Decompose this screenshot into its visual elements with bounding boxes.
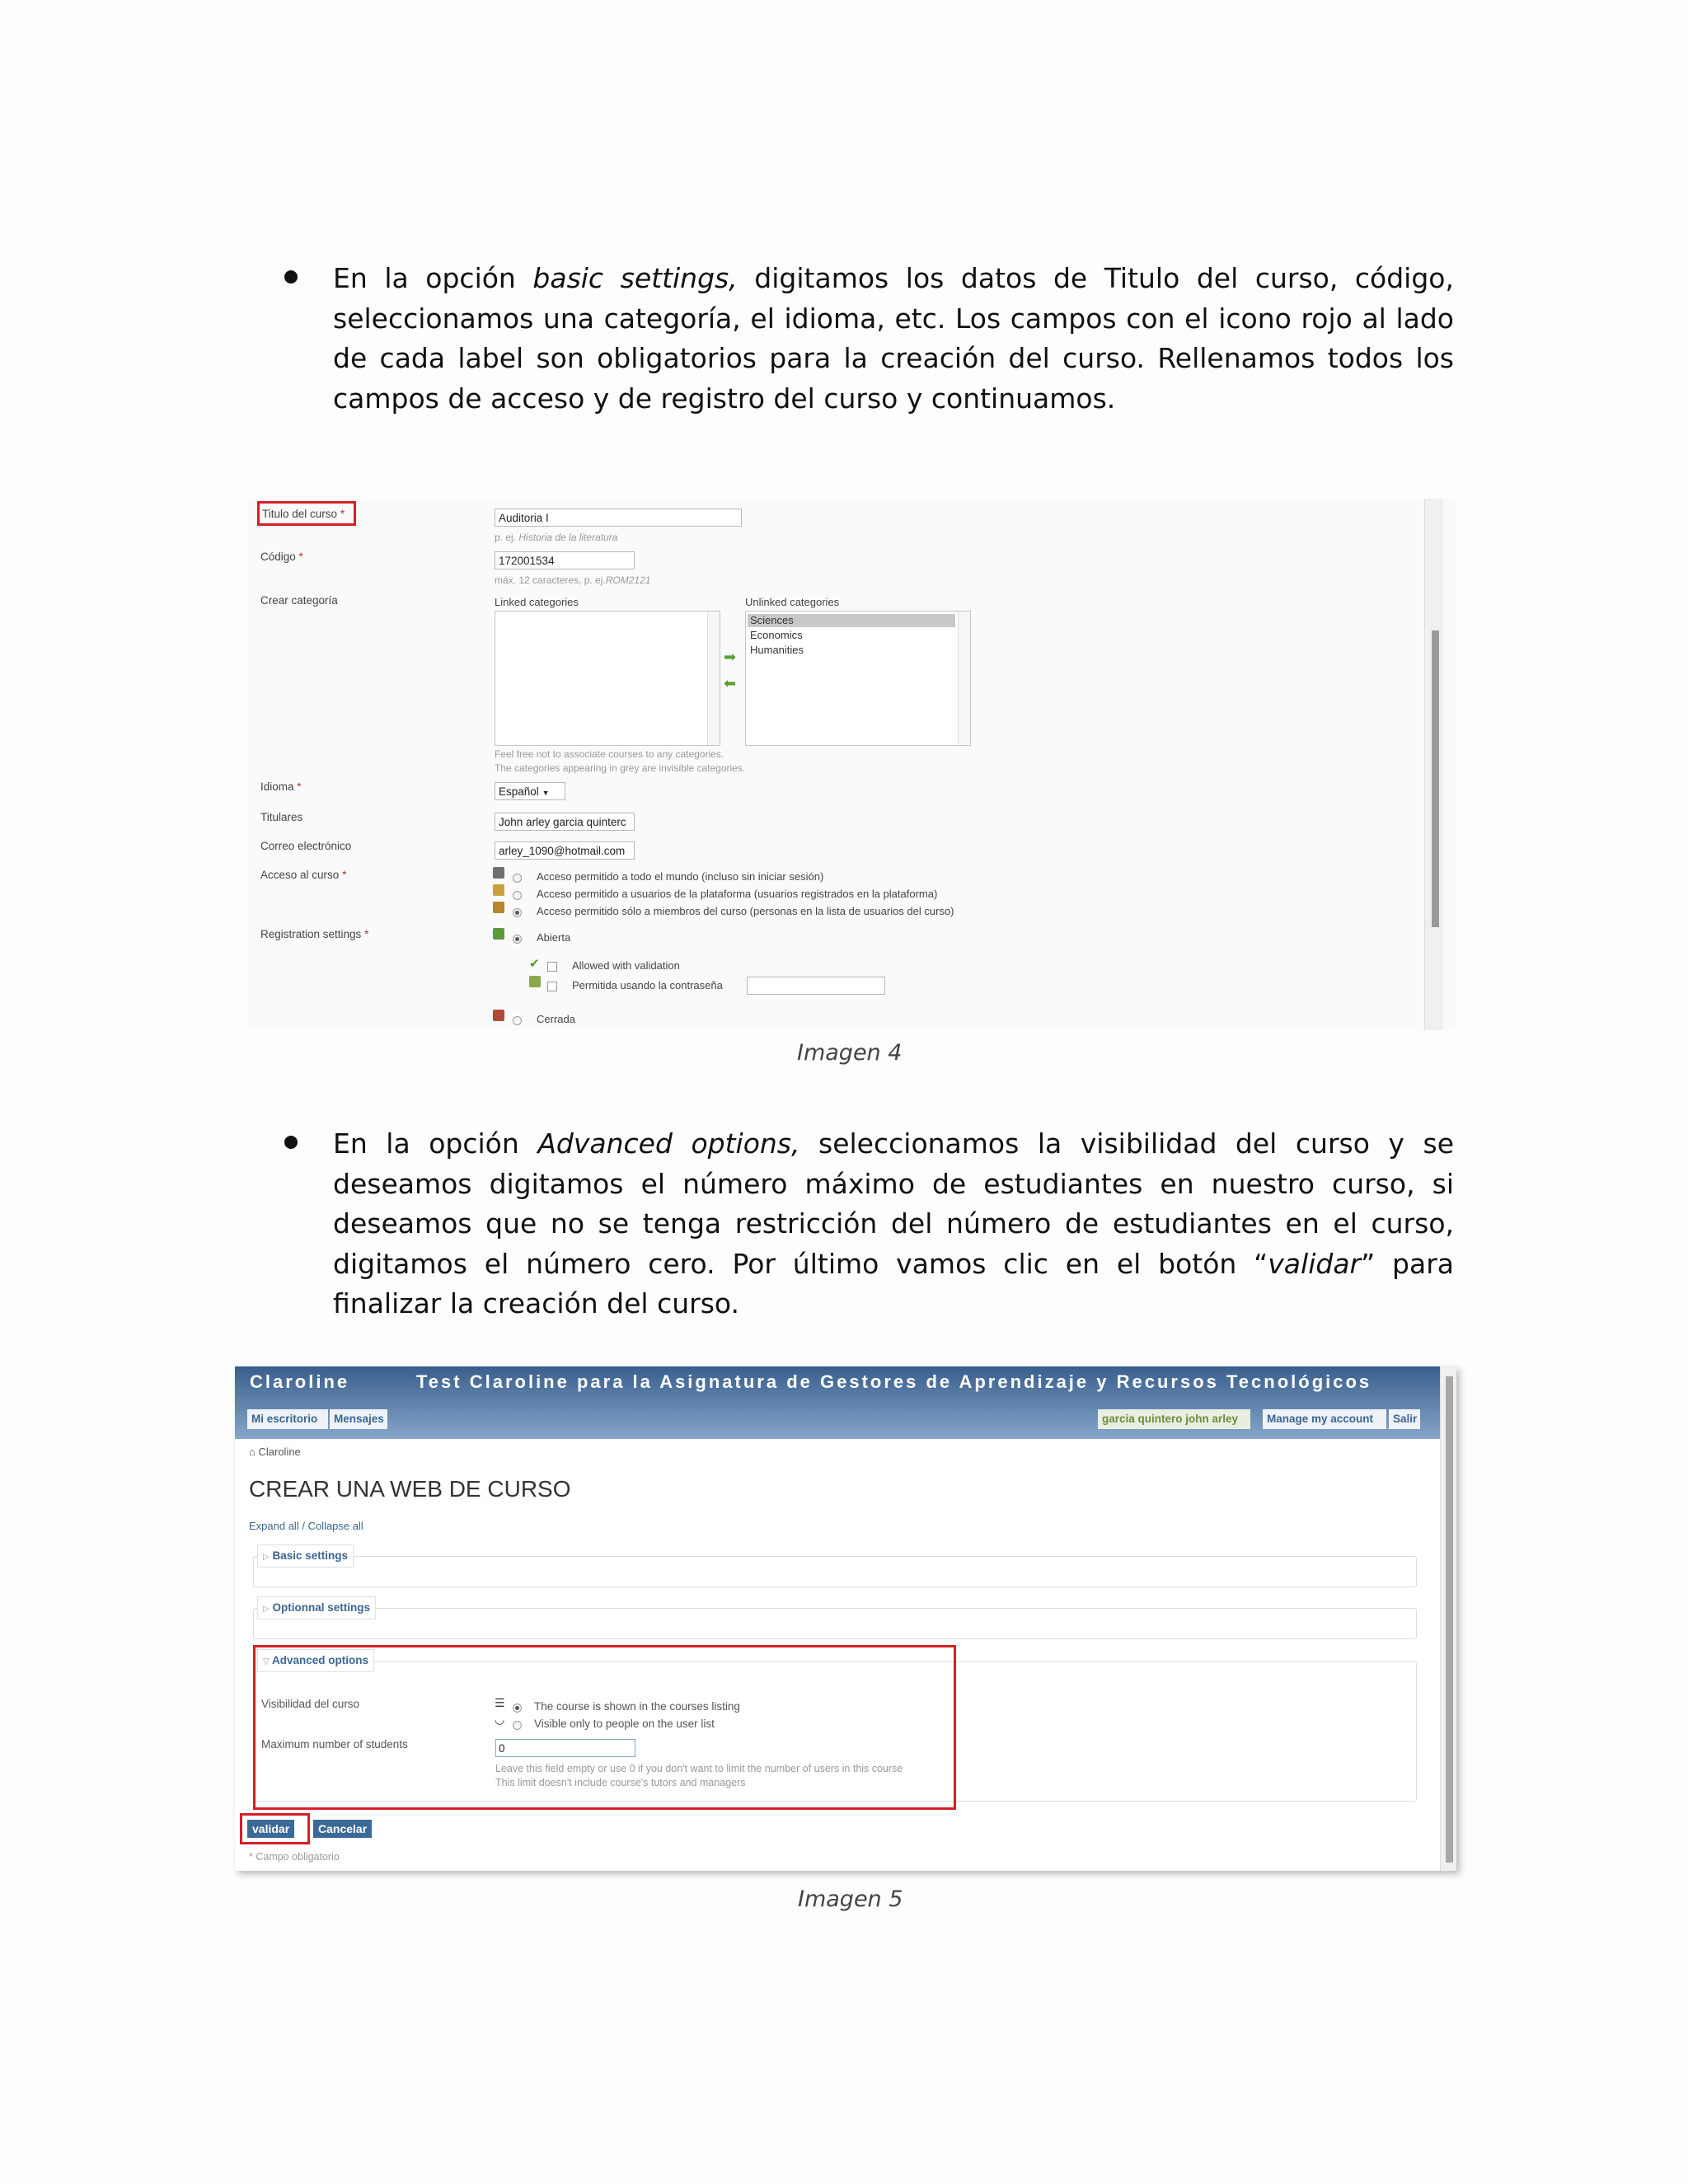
brand-logo[interactable]: Claroline [250, 1371, 350, 1392]
scrollbar[interactable] [1440, 1366, 1456, 1871]
password-checkbox[interactable] [547, 982, 557, 991]
highlight-box [253, 1645, 956, 1810]
acceso-option-label: Acceso permitido a usuarios de la plataforma (usuarios registrados en la plataforma) [537, 888, 938, 900]
category-hint: The categories appearing in grey are invisible categories. [495, 762, 746, 774]
category-option[interactable]: Humanities [750, 644, 804, 656]
optional-settings-fieldset [253, 1608, 1417, 1639]
add-category-arrow-icon[interactable]: ➡ [724, 649, 737, 665]
acceso-label: Acceso al curso * [260, 869, 347, 881]
max-students-hint: Leave this field empty or use 0 if you don't want to limit the number of users in this course [495, 1763, 903, 1774]
basic-settings-fieldset [253, 1556, 1417, 1587]
idioma-select[interactable]: Español ▼ [495, 782, 565, 800]
bullet [284, 270, 298, 284]
titulares-input[interactable]: John arley garcia quinterc [495, 813, 635, 831]
users-icon [493, 884, 504, 896]
codigo-input[interactable]: 172001534 [495, 551, 635, 569]
page-title: CREAR UNA WEB DE CURSO [249, 1476, 571, 1502]
basic-settings-toggle[interactable]: ▷ Basic settings [257, 1544, 354, 1568]
visible-icon: ☰ [495, 1696, 505, 1709]
bullet [284, 1136, 298, 1149]
abierta-label: Abierta [537, 931, 571, 944]
group-closed-icon [493, 1010, 504, 1021]
linked-categories-label: Linked categories [495, 596, 579, 608]
checkmark-icon: ✔ [529, 957, 540, 971]
acceso-option-label: Acceso permitido a todo el mundo (incluso sin iniciar sesión) [537, 870, 824, 883]
required-note: * Campo obligatorio [249, 1851, 340, 1863]
acceso-option-label: Acceso permitido sólo a miembros del curso (personas en la lista de usuarios del curso) [537, 905, 954, 917]
cancelar-button[interactable]: Cancelar [313, 1820, 372, 1838]
acceso-radio[interactable] [513, 908, 522, 917]
logout-link[interactable]: Salir [1389, 1409, 1420, 1429]
password-icon [529, 976, 541, 987]
unlinked-categories-label: Unlinked categories [745, 596, 840, 608]
collapse-all-link[interactable]: Collapse all [307, 1520, 363, 1532]
padlock-icon [493, 867, 504, 879]
manage-account-link[interactable]: Manage my account [1263, 1409, 1386, 1429]
home-icon: ⌂ [249, 1446, 256, 1458]
highlight-box [240, 1813, 310, 1844]
screenshot-advanced-options [235, 1366, 1456, 1871]
category-hint: Feel free not to associate courses to any categories. [495, 748, 724, 760]
registration-label: Registration settings * [260, 928, 369, 940]
category-option[interactable]: Economics [750, 629, 803, 641]
linked-categories-list[interactable] [495, 611, 720, 746]
visibilidad-label: Visibilidad del curso [261, 1698, 360, 1710]
caption-imagen-5: Imagen 5 [798, 1886, 903, 1912]
max-students-input[interactable]: 0 [495, 1739, 635, 1757]
category-option[interactable]: Sciences [748, 614, 955, 627]
validar-button[interactable]: validar [247, 1820, 294, 1838]
expand-all-link[interactable]: Expand all [249, 1520, 299, 1532]
chevron-down-icon: ▼ [542, 789, 550, 797]
max-students-hint: This limit doesn't include course's tutors and managers [495, 1777, 746, 1788]
categoria-label: Crear categoría [260, 594, 338, 607]
screenshot-basic-settings [247, 499, 1457, 1030]
user-name[interactable]: garcia quintero john arley [1098, 1409, 1250, 1429]
expand-collapse: Expand all / Collapse all [249, 1520, 363, 1532]
paragraph-advanced-options: En la opción Advanced options, seleccionamos la visibilidad del curso y se deseamos digitamos el número máximo de estudiantes en nuestro curso, si deseamos que no se tenga restricción del número de estudiantes en el curso, digitamos el número cero. Por último vamos clic en el botón “validar” para finalizar la creación del curso. [333, 1127, 1455, 1319]
tab-escritorio[interactable]: Mi escritorio [247, 1409, 328, 1429]
hidden-icon: ◡ [495, 1713, 505, 1726]
breadcrumb[interactable]: ⌂ Claroline [249, 1446, 301, 1458]
password-label: Permitida usando la contraseña [572, 979, 723, 991]
site-title[interactable]: Test Claroline para la Asignatura de Gestores de Aprendizaje y Recursos Tecnológicos [416, 1371, 1372, 1392]
password-input[interactable] [747, 977, 885, 995]
scrollbar-thumb[interactable] [1446, 1376, 1453, 1863]
idioma-label: Idioma * [260, 780, 302, 793]
triangle-right-icon: ▷ [263, 1553, 270, 1562]
titulo-hint: p. ej. Historia de la literatura [495, 532, 618, 543]
optional-settings-toggle[interactable]: ▷ Optionnal settings [257, 1596, 376, 1619]
unlinked-categories-list[interactable] [745, 611, 971, 746]
header-banner [235, 1366, 1440, 1439]
correo-label: Correo electrónico [260, 840, 352, 852]
caption-imagen-4: Imagen 4 [797, 1040, 903, 1066]
codigo-hint: máx. 12 caracteres, p. ej.ROM2121 [495, 574, 651, 586]
cerrada-radio[interactable] [513, 1016, 522, 1025]
codigo-label: Código * [260, 551, 303, 563]
acceso-radio[interactable] [513, 874, 522, 883]
triangle-right-icon: ▷ [263, 1605, 270, 1614]
scrollbar-thumb[interactable] [1432, 630, 1439, 927]
cerrada-label: Cerrada [537, 1013, 575, 1025]
advanced-options-toggle[interactable]: ▽ Advanced options [257, 1649, 374, 1672]
abierta-radio[interactable] [513, 935, 522, 944]
triangle-down-icon: ▽ [263, 1657, 270, 1666]
visibility-option-label: Visible only to people on the user list [534, 1718, 715, 1730]
titulo-label: Titulo del curso * [262, 508, 345, 520]
max-students-label: Maximum number of students [261, 1738, 408, 1750]
paragraph-basic-settings: En la opción basic settings, digitamos los datos de Titulo del curso, código, seleccionamos una categoría, el idioma, etc. Los campos con el icono rojo al lado de cada label son obligatorios para la creación del curso. Rellenamos todos los campos de acceso y de registro del curso y continuamos. [333, 262, 1454, 415]
scrollbar[interactable] [1424, 499, 1443, 1030]
members-icon [493, 902, 504, 913]
validation-label: Allowed with validation [572, 959, 680, 972]
titulares-label: Titulares [260, 811, 303, 823]
group-open-icon [493, 928, 504, 940]
titulo-input[interactable]: Auditoria I [495, 509, 742, 527]
remove-category-arrow-icon[interactable]: ⬅ [724, 675, 737, 691]
visibility-option-label: The course is shown in the courses listing [534, 1700, 740, 1713]
correo-input[interactable]: arley_1090@hotmail.com [495, 841, 635, 860]
tab-mensajes[interactable]: Mensajes [330, 1409, 387, 1429]
validation-checkbox[interactable] [547, 962, 557, 972]
acceso-radio[interactable] [513, 891, 522, 900]
